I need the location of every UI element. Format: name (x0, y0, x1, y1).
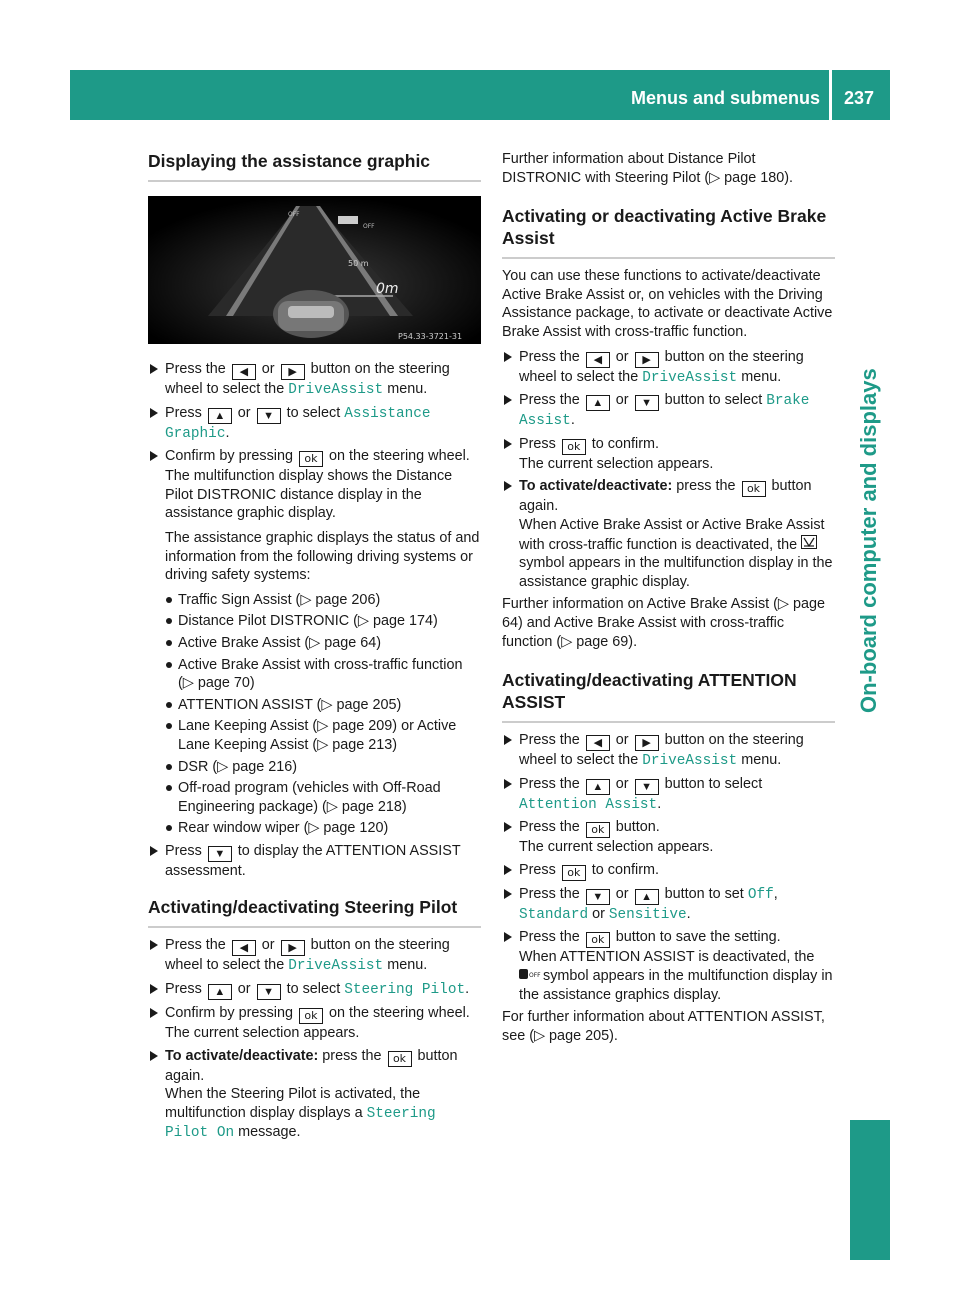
list-item: Lane Keeping Assist (▷ page 209) or Active Lane Keeping Assist (▷ page 213) (165, 717, 481, 754)
right-column (502, 150, 835, 1051)
systems-list (165, 591, 481, 838)
down-arrow-icon: ▼ (257, 408, 281, 424)
left-arrow-icon: ◀ (586, 735, 610, 751)
step-select-driveassist-2: Press the ◀ or ▶ button on the steering wheel to select the DriveAssist menu. (148, 936, 481, 976)
left-arrow-icon: ◀ (586, 352, 610, 368)
down-arrow-icon: ▼ (635, 779, 659, 795)
attention-more-info: For further information about ATTENTION ASSIST, see (▷ page 205). (502, 1009, 825, 1044)
ok-button-icon: ok (388, 1051, 412, 1067)
option-sensitive: Sensitive (608, 906, 687, 923)
step-select-attention-assist: Press the ▲ or ▼ button to select Attention Assist. (502, 775, 835, 815)
step-select-brake-assist: Press the ▲ or ▼ button to select Brake Assist. (502, 391, 835, 431)
step-brake-confirm: Press ok to confirm. The current selection appears. (502, 435, 835, 474)
list-item: Active Brake Assist (▷ page 64) (165, 634, 481, 653)
step-confirm: Confirm by pressing ok on the steering wheel. The multifunction display shows the Distance Pilot DISTRONIC distance display in the assistance graphic display. The assistance graphic displays the status of and information from the following driving systems or driving safety systems: (148, 447, 481, 585)
list-item: Active Brake Assist with cross-traffic function (▷ page 70) (165, 656, 481, 693)
heading-active-brake-assist: Activating or deactivating Active Brake Assist (502, 205, 835, 259)
right-arrow-icon: ▶ (635, 735, 659, 751)
up-arrow-icon: ▲ (635, 889, 659, 905)
brake-intro: You can use these functions to activate/deactivate Active Brake Assist or, on vehicles with the Driving Assistance package, to activate or deactivate Active Brake Assist with cross-traffic function. (502, 268, 833, 340)
step-select-driveassist: Press the ◀ or ▶ button on the steering wheel to select the DriveAssist menu. (148, 360, 481, 400)
ok-button-icon: ok (299, 451, 323, 467)
menu-steering-pilot: Steering Pilot (344, 982, 466, 999)
right-arrow-icon: ▶ (635, 352, 659, 368)
down-arrow-icon: ▼ (208, 846, 232, 862)
step-confirm-2: Confirm by pressing ok on the steering wheel. The current selection appears. (148, 1004, 481, 1043)
chapter-tab (850, 130, 890, 1130)
down-arrow-icon: ▼ (257, 984, 281, 1000)
ok-button-icon: ok (586, 822, 610, 838)
figure-label: P54.33-3721-31 (398, 332, 463, 341)
step-select-steering-pilot: Press ▲ or ▼ to select Steering Pilot. (148, 980, 481, 1000)
assistance-graphic-image (148, 196, 481, 344)
menu-brake-assist: Brake Assist (519, 393, 810, 430)
heading-assistance-graphic: Displaying the assistance graphic (148, 150, 481, 182)
list-item: Traffic Sign Assist (▷ page 206) (165, 591, 481, 610)
up-arrow-icon: ▲ (208, 984, 232, 1000)
menu-attention-assist: Attention Assist (519, 796, 658, 813)
attention-assist-off-icon (519, 968, 539, 980)
ok-button-icon: ok (299, 1008, 323, 1024)
figure-distance-1: 50 m (348, 259, 369, 268)
step-att-select-driveassist: Press the ◀ or ▶ button on the steering wheel to select the DriveAssist menu. (502, 731, 835, 771)
message-steering-pilot-on: Steering Pilot On (165, 1105, 436, 1142)
step-select-assistance-graphic: Press ▲ or ▼ to select Assistance Graphic. (148, 404, 481, 444)
chapter-marker (850, 1120, 890, 1260)
section-title: Menus and submenus (630, 88, 820, 108)
header-separator (829, 70, 832, 120)
step-att-save: Press the ok button to save the setting. When ATTENTION ASSIST is deactivated, the OFF symbol appears in the multifunction display in the assistance graphics display. (502, 928, 835, 1004)
step-att-confirm: Press ok to confirm. (502, 861, 835, 881)
menu-driveassist: DriveAssist (288, 382, 384, 398)
option-standard: Standard (519, 906, 589, 923)
left-arrow-icon: ◀ (232, 364, 256, 380)
left-column (148, 150, 481, 1147)
list-item: Rear window wiper (▷ page 120) (165, 819, 481, 838)
list-item: DSR (▷ page 216) (165, 758, 481, 777)
figure-distance-2: 0m (376, 281, 399, 297)
heading-attention-assist: Activating/deactivating ATTENTION ASSIST (502, 669, 835, 723)
heading-steering-pilot: Activating/deactivating Steering Pilot (148, 896, 481, 928)
list-item: Off-road program (vehicles with Off-Road Engineering package) (▷ page 218) (165, 779, 481, 816)
menu-assistance-graphic: Assistance Graphic (165, 405, 431, 442)
menu-driveassist: DriveAssist (642, 753, 738, 770)
figure-off-1: OFF (288, 211, 300, 218)
menu-driveassist: DriveAssist (288, 958, 384, 975)
up-arrow-icon: ▲ (586, 395, 610, 411)
page-header (70, 70, 890, 120)
list-item: Distance Pilot DISTRONIC (▷ page 174) (165, 612, 481, 631)
step-att-press-ok: Press the ok button. The current selection appears. (502, 818, 835, 857)
svg-text:OFF: OFF (529, 972, 541, 980)
step-attention-assessment: Press ▼ to display the ATTENTION ASSIST assessment. (148, 842, 481, 881)
figure-off-2: OFF (363, 223, 375, 230)
brake-assist-off-icon (801, 535, 817, 549)
brake-more-info: Further information on Active Brake Assist (▷ page 64) and Active Brake Assist with cross-traffic function (▷ page 69). (502, 596, 826, 650)
ok-button-icon: ok (562, 865, 586, 881)
option-off: Off (747, 886, 774, 903)
left-arrow-icon: ◀ (232, 940, 256, 956)
ok-button-icon: ok (742, 481, 766, 497)
down-arrow-icon: ▼ (586, 889, 610, 905)
right-arrow-icon: ▶ (281, 364, 305, 380)
right-arrow-icon: ▶ (281, 940, 305, 956)
step-activate-steering-pilot: To activate/deactivate: press the ok button again. When the Steering Pilot is activated, the multifunction display displays a Steering Pilot On message. (148, 1047, 481, 1143)
page-number: 237 (843, 88, 874, 108)
step-brake-activate: To activate/deactivate: press the ok button again. When Active Brake Assist or Active Brake Assist with cross-traffic function is deactivated, the symbol appears in the multifunction display in the assistance graphic display. (502, 477, 835, 591)
list-item: ATTENTION ASSIST (▷ page 205) (165, 696, 481, 715)
assistance-graphic-figure (148, 196, 481, 344)
down-arrow-icon: ▼ (635, 395, 659, 411)
chapter-title: On-board computer and displays (856, 368, 881, 713)
step-att-set-level: Press the ▼ or ▲ button to set Off, Standard or Sensitive. (502, 885, 835, 925)
up-arrow-icon: ▲ (586, 779, 610, 795)
ok-button-icon: ok (562, 439, 586, 455)
step-brake-select-driveassist: Press the ◀ or ▶ button on the steering wheel to select the DriveAssist menu. (502, 348, 835, 388)
intro-distance-pilot: Further information about Distance Pilot DISTRONIC with Steering Pilot (▷ page 180). (502, 151, 793, 186)
menu-driveassist: DriveAssist (642, 369, 738, 386)
ok-button-icon: ok (586, 932, 610, 948)
up-arrow-icon: ▲ (208, 408, 232, 424)
